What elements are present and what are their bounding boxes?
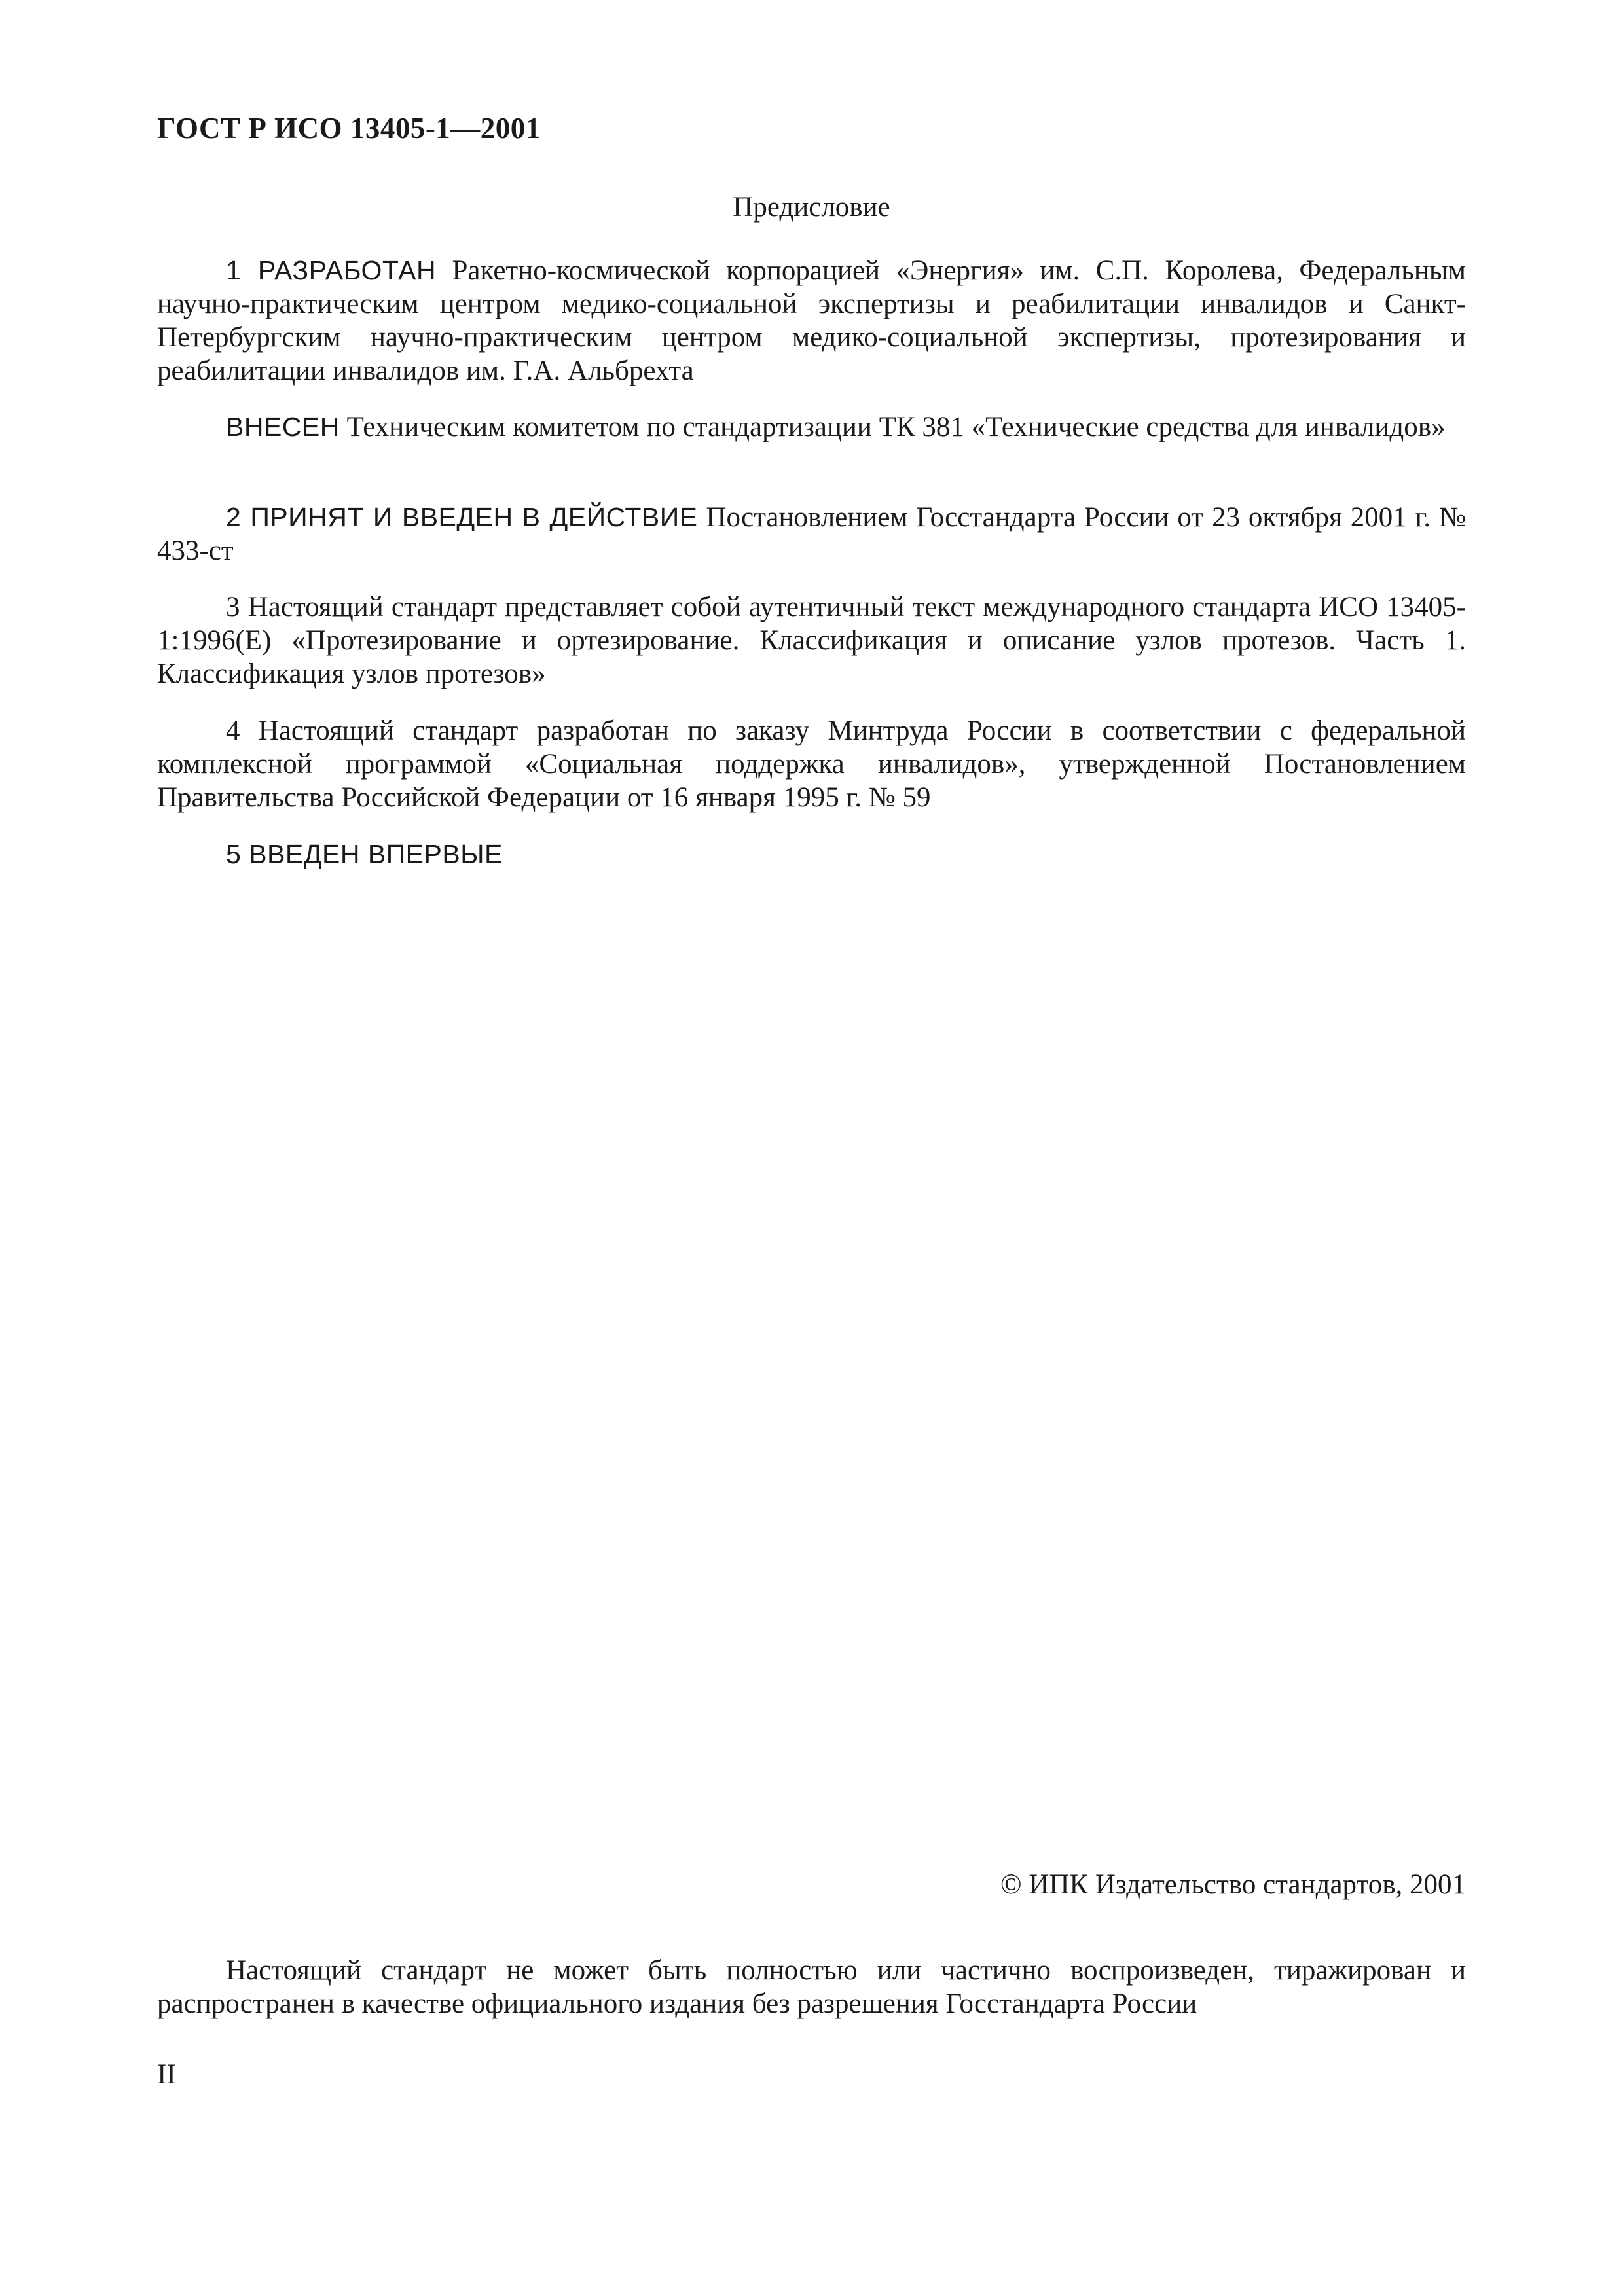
foreword-item-submitted-lead: ВНЕСЕН [226, 412, 340, 442]
foreword-item-1-lead: 1 РАЗРАБОТАН [226, 255, 437, 285]
foreword-item-5-lead: 5 ВВЕДЕН ВПЕРВЫЕ [226, 839, 503, 869]
page-number: II [157, 2059, 176, 2090]
standard-code-header: ГОСТ Р ИСО 13405-1—2001 [157, 112, 541, 145]
foreword-item-2 [157, 501, 1466, 567]
foreword-item-3-text: 3 Настоящий стандарт представляет собой аутентичный текст международного стандарта ИСО 13405-1:1996(Е) «Протезирование и ортезирование. Классификация и описание узлов протезов. Часть 1. Классификация узлов протезов» [157, 592, 1466, 689]
foreword-item-2-lead: 2 ПРИНЯТ И ВВЕДЕН В ДЕЙСТВИЕ [226, 502, 698, 532]
foreword-item-1 [157, 254, 1466, 387]
foreword-item-1-text: Ракетно-космической корпорацией «Энергия» им. С.П. Королева, Федеральным научно-практическим центром медико-социальной экспертизы и реабилитации инвалидов и Санкт-Петербургским научно-практическим центром медико-социальной экспертизы, протезирования и реабилитации инвалидов им. Г.А. Альбрехта [157, 255, 1467, 386]
foreword-item-5 [157, 838, 1466, 871]
foreword-item-submitted-text: Техническим комитетом по стандартизации ТК 381 «Технические средства для инвалидов» [339, 412, 1446, 442]
foreword-item-3 [157, 590, 1466, 691]
foreword-item-submitted [157, 410, 1466, 444]
foreword-title: Предисловие [733, 192, 890, 223]
reproduction-notice: Настоящий стандарт не может быть полностью или частично воспроизведен, тиражирован и распространен в качестве официального издания без разрешения Госстандарта России [157, 1955, 1466, 2019]
foreword-item-2-text: Постановлением Госстандарта России от 23 октября 2001 г. № 433-ст [157, 502, 1467, 566]
copyright-line: © ИПК Издательство стандартов, 2001 [1000, 1869, 1466, 1900]
foreword-item-4-text: 4 Настоящий стандарт разработан по заказу Минтруда России в соответствии с федеральной комплексной программой «Социальная поддержка инвалидов», утвержденной Постановлением Правительства Российской Федерации от 16 января 1995 г. № 59 [157, 715, 1466, 813]
foreword-item-4 [157, 714, 1466, 814]
